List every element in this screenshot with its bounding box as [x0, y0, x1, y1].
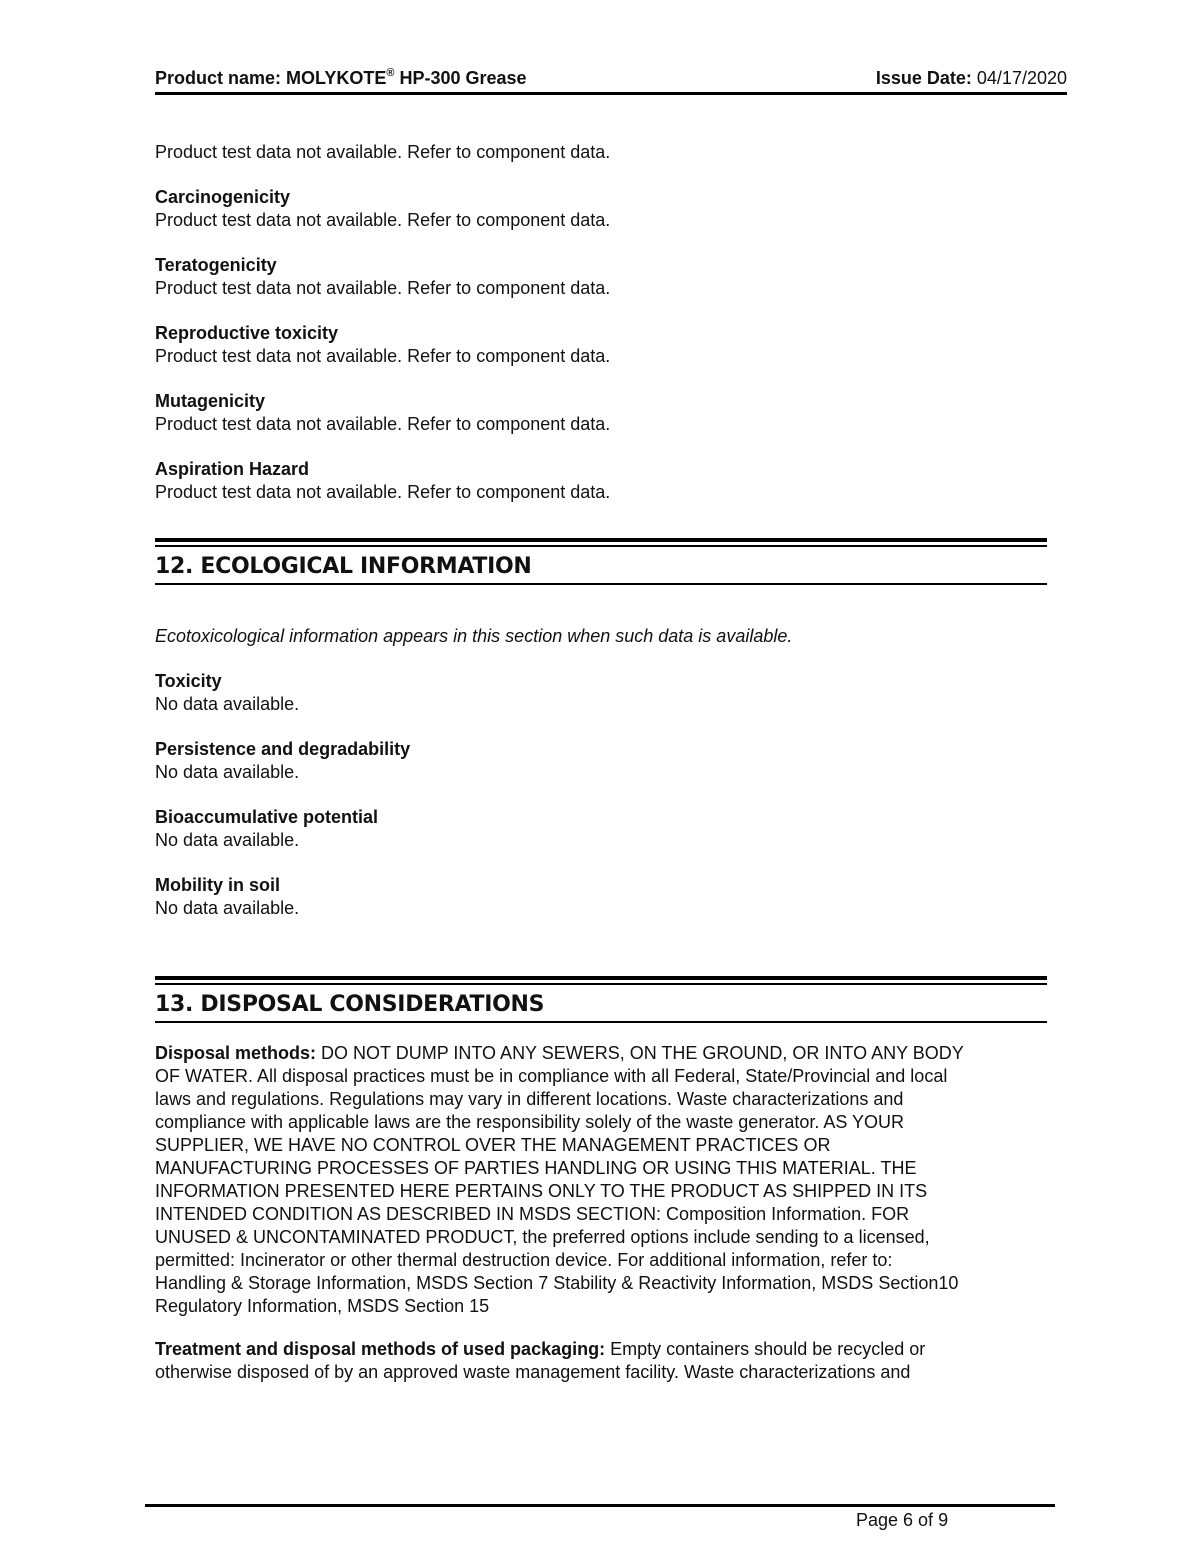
item-text: Product test data not available. Refer to component data. — [155, 278, 611, 298]
section12-item-mobility — [155, 874, 1055, 920]
section11-item-carcinogenicity — [155, 186, 1055, 232]
item-heading: Bioaccumulative potential — [155, 807, 379, 827]
packaging-line — [155, 1338, 1055, 1361]
item-heading: Toxicity — [155, 671, 222, 691]
section11-first-text: Product test data not available. Refer to component data. — [155, 142, 611, 162]
product-name-label: Product name: MOLYKOTE — [155, 68, 387, 88]
item-text: No data available. — [155, 762, 300, 782]
section-rule-under — [155, 583, 1047, 585]
document-body — [155, 141, 1055, 1406]
item-text: Product test data not available. Refer to component data. — [155, 482, 611, 502]
disposal-line: OF WATER. All disposal practices must be in compliance with all Federal, State/Provincial and local — [155, 1066, 948, 1086]
page-number: Page 6 of 9 — [856, 1510, 949, 1530]
section11-item-reproductive-toxicity — [155, 322, 1055, 368]
packaging-methods — [155, 1338, 1055, 1384]
product-name — [155, 68, 527, 89]
item-heading: Teratogenicity — [155, 255, 277, 275]
issue-date-label: Issue Date: — [875, 68, 972, 88]
section12-title: 12. ECOLOGICAL INFORMATION — [155, 554, 532, 579]
disposal-line: MANUFACTURING PROCESSES OF PARTIES HANDLING OR USING THIS MATERIAL. THE — [155, 1158, 917, 1178]
section13-title-block — [155, 976, 1047, 1023]
item-heading: Persistence and degradability — [155, 739, 411, 759]
disposal-line: INFORMATION PRESENTED HERE PERTAINS ONLY TO THE PRODUCT AS SHIPPED IN ITS — [155, 1181, 928, 1201]
disposal-line: INTENDED CONDITION AS DESCRIBED IN MSDS SECTION: Composition Information. FOR — [155, 1204, 910, 1224]
section12-item-bioaccumulative — [155, 806, 1055, 852]
item-text: Product test data not available. Refer to component data. — [155, 346, 611, 366]
disposal-line: laws and regulations. Regulations may vary in different locations. Waste characterizations and — [155, 1089, 904, 1109]
section11-item-teratogenicity — [155, 254, 1055, 300]
section12-item-persistence — [155, 738, 1055, 784]
item-heading: Mobility in soil — [155, 875, 280, 895]
disposal-line-text: DO NOT DUMP INTO ANY SEWERS, ON THE GROUND, OR INTO ANY BODY — [316, 1043, 964, 1063]
item-text: No data available. — [155, 830, 300, 850]
packaging-line-text: Empty containers should be recycled or — [605, 1339, 926, 1359]
disposal-label: Disposal methods: — [155, 1043, 317, 1063]
product-name-suffix: HP-300 Grease — [394, 68, 527, 88]
item-heading: Mutagenicity — [155, 391, 266, 411]
issue-date — [876, 68, 1067, 89]
section-rule-thick — [155, 976, 1047, 980]
packaging-line: otherwise disposed of by an approved waste management facility. Waste characterizations and — [155, 1362, 911, 1382]
section13-title: 13. DISPOSAL CONSIDERATIONS — [155, 992, 545, 1017]
disposal-line: SUPPLIER, WE HAVE NO CONTROL OVER THE MANAGEMENT PRACTICES OR — [155, 1135, 831, 1155]
page-header — [155, 68, 1067, 92]
disposal-methods — [155, 1042, 1055, 1318]
header-rule — [155, 92, 1067, 95]
section12-item-toxicity — [155, 670, 1055, 716]
section-rule-thick — [155, 538, 1047, 542]
registered-mark: ® — [386, 67, 395, 79]
issue-date-value: 04/17/2020 — [976, 68, 1067, 88]
disposal-line: Handling & Storage Information, MSDS Section 7 Stability & Reactivity Information, MSDS Section10 — [155, 1273, 959, 1293]
disposal-line: UNUSED & UNCONTAMINATED PRODUCT, the preferred options include sending to a licensed, — [155, 1227, 930, 1247]
disposal-line: permitted: Incinerator or other thermal destruction device. For additional information, refer to: — [155, 1250, 893, 1270]
item-heading: Reproductive toxicity — [155, 323, 339, 343]
item-heading: Aspiration Hazard — [155, 459, 310, 479]
section12-intro: Ecotoxicological information appears in this section when such data is available. — [155, 626, 793, 646]
section-rule-under — [155, 1021, 1047, 1023]
item-text: Product test data not available. Refer to component data. — [155, 210, 611, 230]
disposal-line — [155, 1042, 1055, 1065]
footer-rule — [145, 1504, 1055, 1507]
disposal-line: compliance with applicable laws are the responsibility solely of the waste generator. AS YOUR — [155, 1112, 905, 1132]
section12-title-block — [155, 538, 1047, 585]
item-text: No data available. — [155, 694, 300, 714]
section11-item-aspiration-hazard — [155, 458, 1055, 504]
item-text: Product test data not available. Refer to component data. — [155, 414, 611, 434]
item-text: No data available. — [155, 898, 300, 918]
packaging-label: Treatment and disposal methods of used packaging: — [155, 1339, 606, 1359]
item-heading: Carcinogenicity — [155, 187, 291, 207]
section11-item-mutagenicity — [155, 390, 1055, 436]
disposal-line: Regulatory Information, MSDS Section 15 — [155, 1296, 490, 1316]
